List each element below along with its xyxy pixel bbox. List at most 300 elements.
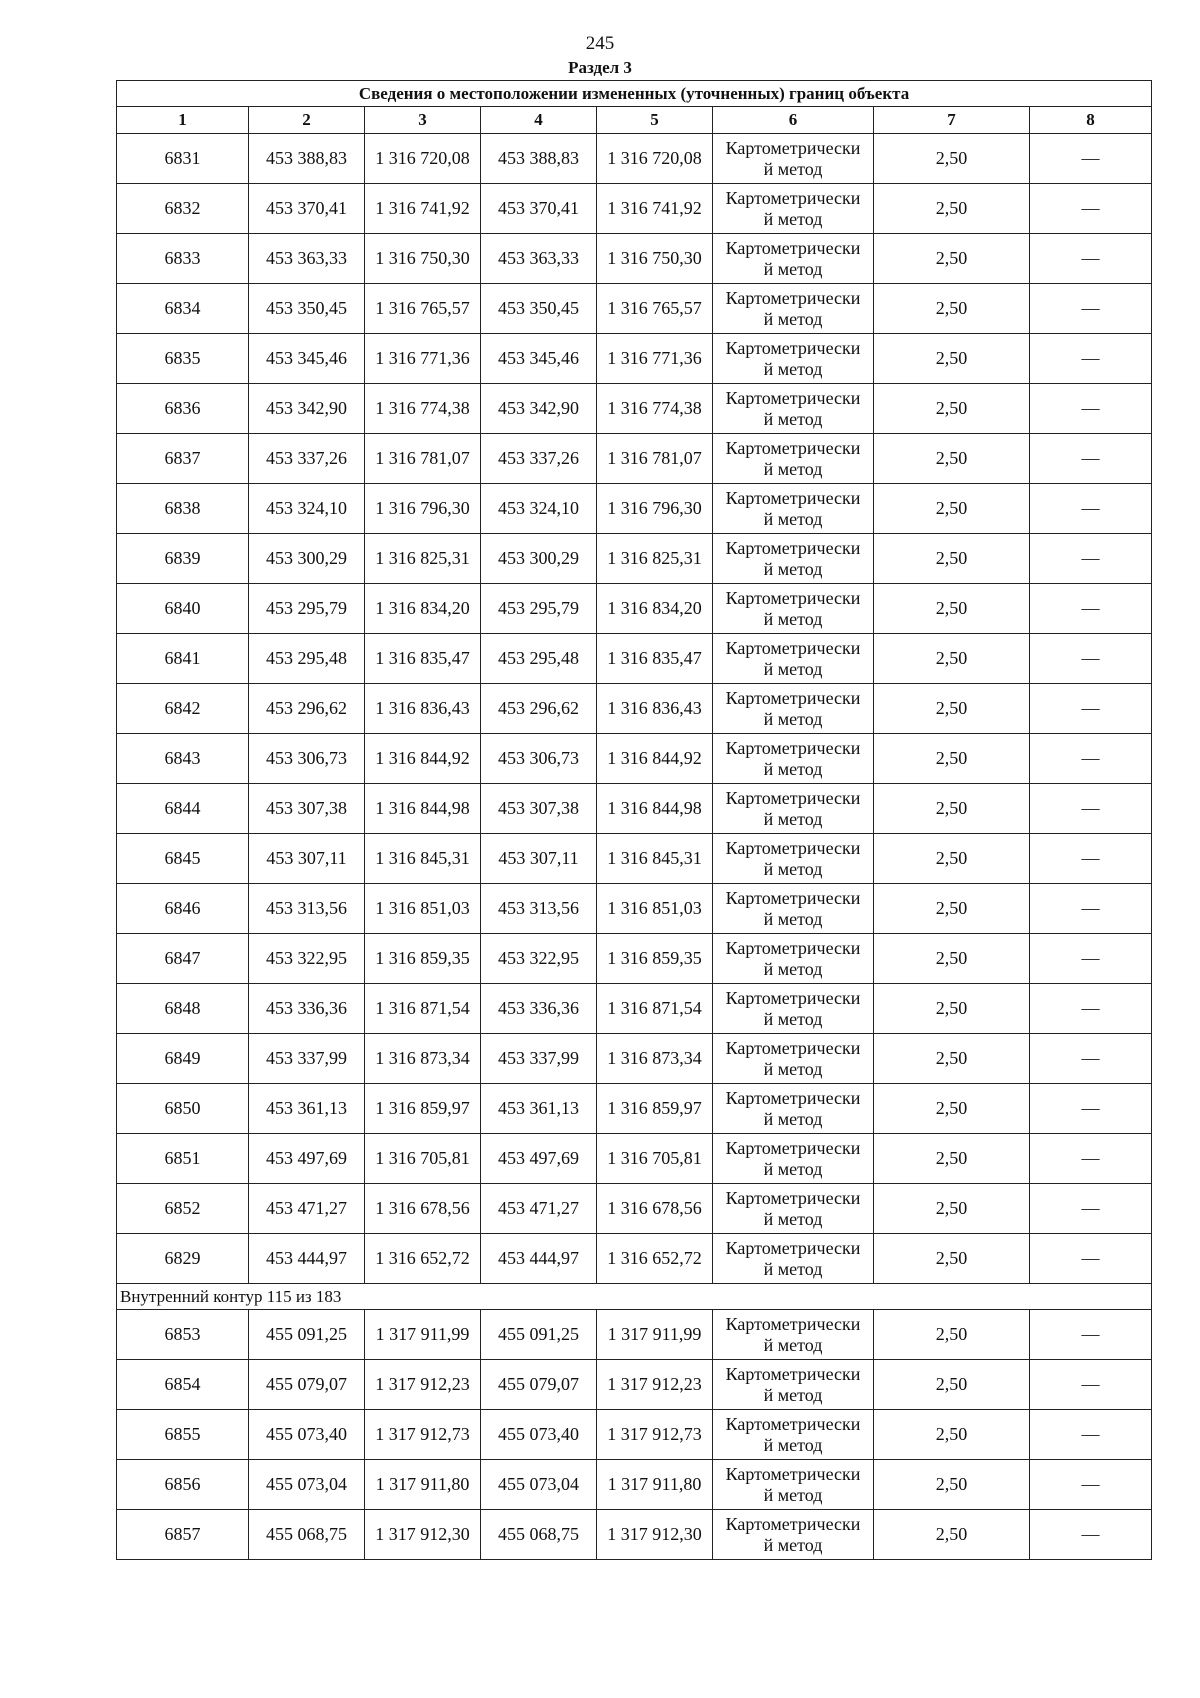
- column-number: 6: [713, 107, 874, 134]
- method-text-line1: Картометрически: [725, 337, 861, 358]
- point-number-cell: 6846: [117, 884, 249, 934]
- method-text-line1: Картометрически: [725, 587, 861, 608]
- existing-y-cell: 1 316 873,34: [365, 1034, 481, 1084]
- method-cell: [713, 734, 874, 784]
- dash-cell: —: [1030, 734, 1152, 784]
- updated-x-cell: 455 073,40: [481, 1410, 597, 1460]
- existing-y-cell: 1 317 912,73: [365, 1410, 481, 1460]
- accuracy-cell: 2,50: [874, 1360, 1030, 1410]
- accuracy-cell: 2,50: [874, 1510, 1030, 1560]
- method-text-line2: й метод: [763, 1058, 823, 1079]
- point-number-cell: 6838: [117, 484, 249, 534]
- column-number: 5: [597, 107, 713, 134]
- method-cell: [713, 784, 874, 834]
- table-row: [117, 1084, 1152, 1134]
- updated-y-cell: 1 316 873,34: [597, 1034, 713, 1084]
- updated-y-cell: 1 317 911,99: [597, 1310, 713, 1360]
- point-number-cell: 6851: [117, 1134, 249, 1184]
- method-text-line1: Картометрически: [725, 1037, 861, 1058]
- updated-x-cell: 453 307,38: [481, 784, 597, 834]
- accuracy-cell: 2,50: [874, 1460, 1030, 1510]
- method-cell: [713, 1360, 874, 1410]
- dash-cell: —: [1030, 1034, 1152, 1084]
- table-row: [117, 1184, 1152, 1234]
- accuracy-cell: 2,50: [874, 1134, 1030, 1184]
- dash-cell: —: [1030, 834, 1152, 884]
- accuracy-cell: 2,50: [874, 284, 1030, 334]
- method-text-line2: й метод: [763, 1534, 823, 1555]
- column-numbers-row: [117, 107, 1152, 134]
- updated-y-cell: 1 316 844,98: [597, 784, 713, 834]
- method-text-line2: й метод: [763, 208, 823, 229]
- method-text-line1: Картометрически: [725, 1413, 861, 1434]
- dash-cell: —: [1030, 534, 1152, 584]
- dash-cell: —: [1030, 184, 1152, 234]
- dash-cell: —: [1030, 1510, 1152, 1560]
- table-row: [117, 1410, 1152, 1460]
- updated-x-cell: 453 296,62: [481, 684, 597, 734]
- updated-y-cell: 1 316 741,92: [597, 184, 713, 234]
- updated-x-cell: 453 342,90: [481, 384, 597, 434]
- updated-x-cell: 453 295,79: [481, 584, 597, 634]
- column-number: 8: [1030, 107, 1152, 134]
- table-row: [117, 134, 1152, 184]
- accuracy-cell: 2,50: [874, 834, 1030, 884]
- existing-x-cell: 455 073,40: [249, 1410, 365, 1460]
- method-text-line1: Картометрически: [725, 487, 861, 508]
- method-cell: [713, 984, 874, 1034]
- dash-cell: —: [1030, 484, 1152, 534]
- point-number-cell: 6845: [117, 834, 249, 884]
- method-text-line2: й метод: [763, 358, 823, 379]
- existing-x-cell: 455 068,75: [249, 1510, 365, 1560]
- point-number-cell: 6848: [117, 984, 249, 1034]
- updated-y-cell: 1 316 796,30: [597, 484, 713, 534]
- method-cell: [713, 684, 874, 734]
- table-row: [117, 334, 1152, 384]
- existing-x-cell: 453 337,26: [249, 434, 365, 484]
- existing-y-cell: 1 316 835,47: [365, 634, 481, 684]
- method-text-line1: Картометрически: [725, 537, 861, 558]
- method-text-line2: й метод: [763, 158, 823, 179]
- existing-y-cell: 1 316 845,31: [365, 834, 481, 884]
- existing-y-cell: 1 316 774,38: [365, 384, 481, 434]
- table-row: [117, 1134, 1152, 1184]
- method-cell: [713, 1084, 874, 1134]
- method-cell: [713, 584, 874, 634]
- updated-x-cell: 453 295,48: [481, 634, 597, 684]
- method-text-line2: й метод: [763, 758, 823, 779]
- accuracy-cell: 2,50: [874, 1034, 1030, 1084]
- updated-x-cell: 453 313,56: [481, 884, 597, 934]
- method-cell: [713, 134, 874, 184]
- point-number-cell: 6847: [117, 934, 249, 984]
- dash-cell: —: [1030, 1410, 1152, 1460]
- existing-y-cell: 1 316 859,35: [365, 934, 481, 984]
- method-text-line2: й метод: [763, 708, 823, 729]
- accuracy-cell: 2,50: [874, 684, 1030, 734]
- updated-y-cell: 1 316 781,07: [597, 434, 713, 484]
- existing-y-cell: 1 316 678,56: [365, 1184, 481, 1234]
- method-text-line2: й метод: [763, 1484, 823, 1505]
- method-text-line2: й метод: [763, 608, 823, 629]
- method-text-line2: й метод: [763, 1008, 823, 1029]
- existing-y-cell: 1 316 796,30: [365, 484, 481, 534]
- column-number: 2: [249, 107, 365, 134]
- point-number-cell: 6829: [117, 1234, 249, 1284]
- updated-x-cell: 453 337,26: [481, 434, 597, 484]
- updated-y-cell: 1 316 859,97: [597, 1084, 713, 1134]
- point-number-cell: 6852: [117, 1184, 249, 1234]
- point-number-cell: 6844: [117, 784, 249, 834]
- updated-x-cell: 453 388,83: [481, 134, 597, 184]
- accuracy-cell: 2,50: [874, 234, 1030, 284]
- dash-cell: —: [1030, 284, 1152, 334]
- updated-y-cell: 1 316 844,92: [597, 734, 713, 784]
- existing-x-cell: 453 497,69: [249, 1134, 365, 1184]
- existing-x-cell: 453 350,45: [249, 284, 365, 334]
- existing-y-cell: 1 316 836,43: [365, 684, 481, 734]
- existing-y-cell: 1 316 834,20: [365, 584, 481, 634]
- point-number-cell: 6849: [117, 1034, 249, 1084]
- table-row: [117, 784, 1152, 834]
- accuracy-cell: 2,50: [874, 1410, 1030, 1460]
- table-row: [117, 434, 1152, 484]
- method-text-line1: Картометрически: [725, 687, 861, 708]
- updated-y-cell: 1 316 765,57: [597, 284, 713, 334]
- table-row: [117, 1310, 1152, 1360]
- updated-x-cell: 453 361,13: [481, 1084, 597, 1134]
- point-number-cell: 6837: [117, 434, 249, 484]
- dash-cell: —: [1030, 934, 1152, 984]
- updated-y-cell: 1 316 652,72: [597, 1234, 713, 1284]
- accuracy-cell: 2,50: [874, 134, 1030, 184]
- existing-y-cell: 1 316 844,98: [365, 784, 481, 834]
- accuracy-cell: 2,50: [874, 184, 1030, 234]
- method-text-line1: Картометрически: [725, 287, 861, 308]
- updated-x-cell: 453 345,46: [481, 334, 597, 384]
- point-number-cell: 6840: [117, 584, 249, 634]
- existing-x-cell: 453 444,97: [249, 1234, 365, 1284]
- table-row: [117, 684, 1152, 734]
- method-text-line1: Картометрически: [725, 987, 861, 1008]
- updated-y-cell: 1 316 871,54: [597, 984, 713, 1034]
- dash-cell: —: [1030, 334, 1152, 384]
- existing-y-cell: 1 316 741,92: [365, 184, 481, 234]
- updated-x-cell: 453 306,73: [481, 734, 597, 784]
- existing-y-cell: 1 317 912,23: [365, 1360, 481, 1410]
- method-text-line2: й метод: [763, 908, 823, 929]
- dash-cell: —: [1030, 1184, 1152, 1234]
- existing-x-cell: 453 322,95: [249, 934, 365, 984]
- method-cell: [713, 334, 874, 384]
- method-text-line2: й метод: [763, 1334, 823, 1355]
- updated-y-cell: 1 317 912,30: [597, 1510, 713, 1560]
- existing-y-cell: 1 316 844,92: [365, 734, 481, 784]
- dash-cell: —: [1030, 684, 1152, 734]
- method-cell: [713, 1034, 874, 1084]
- column-number: 7: [874, 107, 1030, 134]
- method-cell: [713, 1460, 874, 1510]
- accuracy-cell: 2,50: [874, 734, 1030, 784]
- point-number-cell: 6855: [117, 1410, 249, 1460]
- table-row: [117, 1234, 1152, 1284]
- updated-y-cell: 1 316 835,47: [597, 634, 713, 684]
- updated-x-cell: 453 337,99: [481, 1034, 597, 1084]
- updated-y-cell: 1 316 774,38: [597, 384, 713, 434]
- dash-cell: —: [1030, 1460, 1152, 1510]
- method-text-line1: Картометрически: [725, 437, 861, 458]
- method-cell: [713, 284, 874, 334]
- method-text-line2: й метод: [763, 508, 823, 529]
- dash-cell: —: [1030, 584, 1152, 634]
- updated-x-cell: 453 363,33: [481, 234, 597, 284]
- existing-x-cell: 453 295,48: [249, 634, 365, 684]
- updated-y-cell: 1 316 834,20: [597, 584, 713, 634]
- method-text-line2: й метод: [763, 958, 823, 979]
- table-row: [117, 1460, 1152, 1510]
- method-text-line2: й метод: [763, 1258, 823, 1279]
- existing-x-cell: 453 296,62: [249, 684, 365, 734]
- method-text-line2: й метод: [763, 858, 823, 879]
- table-row: [117, 1034, 1152, 1084]
- method-cell: [713, 1510, 874, 1560]
- method-text-line2: й метод: [763, 808, 823, 829]
- method-text-line1: Картометрически: [725, 737, 861, 758]
- method-cell: [713, 184, 874, 234]
- dash-cell: —: [1030, 884, 1152, 934]
- existing-x-cell: 453 363,33: [249, 234, 365, 284]
- column-number: 1: [117, 107, 249, 134]
- existing-x-cell: 455 079,07: [249, 1360, 365, 1410]
- method-text-line1: Картометрически: [725, 1187, 861, 1208]
- contour-row: [117, 1284, 1152, 1310]
- method-text-line1: Картометрически: [725, 1513, 861, 1534]
- existing-x-cell: 453 388,83: [249, 134, 365, 184]
- accuracy-cell: 2,50: [874, 784, 1030, 834]
- accuracy-cell: 2,50: [874, 334, 1030, 384]
- existing-x-cell: 455 073,04: [249, 1460, 365, 1510]
- table-row: [117, 184, 1152, 234]
- existing-x-cell: 453 300,29: [249, 534, 365, 584]
- existing-x-cell: 453 336,36: [249, 984, 365, 1034]
- table-row: [117, 934, 1152, 984]
- dash-cell: —: [1030, 1234, 1152, 1284]
- method-text-line2: й метод: [763, 308, 823, 329]
- table-row: [117, 1510, 1152, 1560]
- updated-y-cell: 1 316 859,35: [597, 934, 713, 984]
- updated-x-cell: 455 079,07: [481, 1360, 597, 1410]
- accuracy-cell: 2,50: [874, 984, 1030, 1034]
- updated-y-cell: 1 316 825,31: [597, 534, 713, 584]
- table-body: [117, 134, 1152, 1560]
- dash-cell: —: [1030, 1134, 1152, 1184]
- dash-cell: —: [1030, 634, 1152, 684]
- existing-x-cell: 453 337,99: [249, 1034, 365, 1084]
- updated-x-cell: 455 068,75: [481, 1510, 597, 1560]
- dash-cell: —: [1030, 1310, 1152, 1360]
- method-text-line2: й метод: [763, 1108, 823, 1129]
- existing-x-cell: 453 345,46: [249, 334, 365, 384]
- method-cell: [713, 234, 874, 284]
- method-text-line2: й метод: [763, 1158, 823, 1179]
- contour-label: Внутренний контур 115 из 183: [117, 1284, 1152, 1310]
- column-number: 4: [481, 107, 597, 134]
- updated-x-cell: 453 300,29: [481, 534, 597, 584]
- method-text-line1: Картометрически: [725, 637, 861, 658]
- existing-y-cell: 1 317 911,80: [365, 1460, 481, 1510]
- method-text-line1: Картометрически: [725, 237, 861, 258]
- point-number-cell: 6832: [117, 184, 249, 234]
- boundary-coordinates-table: [116, 80, 1152, 1560]
- accuracy-cell: 2,50: [874, 1184, 1030, 1234]
- point-number-cell: 6842: [117, 684, 249, 734]
- point-number-cell: 6836: [117, 384, 249, 434]
- table-row: [117, 484, 1152, 534]
- table-row: [117, 884, 1152, 934]
- method-text-line2: й метод: [763, 1384, 823, 1405]
- existing-x-cell: 453 313,56: [249, 884, 365, 934]
- existing-x-cell: 453 307,11: [249, 834, 365, 884]
- table-row: [117, 284, 1152, 334]
- accuracy-cell: 2,50: [874, 1310, 1030, 1360]
- updated-y-cell: 1 316 750,30: [597, 234, 713, 284]
- table-row: [117, 534, 1152, 584]
- accuracy-cell: 2,50: [874, 884, 1030, 934]
- method-text-line1: Картометрически: [725, 1463, 861, 1484]
- method-text-line2: й метод: [763, 1434, 823, 1455]
- existing-y-cell: 1 316 750,30: [365, 234, 481, 284]
- existing-x-cell: 453 370,41: [249, 184, 365, 234]
- method-text-line1: Картометрически: [725, 187, 861, 208]
- method-text-line2: й метод: [763, 458, 823, 479]
- table-caption-row: [117, 81, 1152, 107]
- section-title: Раздел 3: [568, 58, 632, 77]
- method-text-line1: Картометрически: [725, 787, 861, 808]
- dash-cell: —: [1030, 384, 1152, 434]
- updated-x-cell: 453 497,69: [481, 1134, 597, 1184]
- method-cell: [713, 534, 874, 584]
- existing-x-cell: 453 295,79: [249, 584, 365, 634]
- updated-y-cell: 1 316 836,43: [597, 684, 713, 734]
- method-cell: [713, 1234, 874, 1284]
- accuracy-cell: 2,50: [874, 934, 1030, 984]
- existing-y-cell: 1 316 765,57: [365, 284, 481, 334]
- existing-y-cell: 1 316 771,36: [365, 334, 481, 384]
- table-row: [117, 234, 1152, 284]
- table-row: [117, 734, 1152, 784]
- existing-y-cell: 1 316 720,08: [365, 134, 481, 184]
- existing-y-cell: 1 316 859,97: [365, 1084, 481, 1134]
- point-number-cell: 6841: [117, 634, 249, 684]
- existing-y-cell: 1 317 912,30: [365, 1510, 481, 1560]
- existing-y-cell: 1 316 652,72: [365, 1234, 481, 1284]
- point-number-cell: 6839: [117, 534, 249, 584]
- existing-x-cell: 453 324,10: [249, 484, 365, 534]
- method-text-line1: Картометрически: [725, 887, 861, 908]
- accuracy-cell: 2,50: [874, 1084, 1030, 1134]
- point-number-cell: 6856: [117, 1460, 249, 1510]
- dash-cell: —: [1030, 234, 1152, 284]
- method-text-line1: Картометрически: [725, 137, 861, 158]
- dash-cell: —: [1030, 784, 1152, 834]
- existing-y-cell: 1 316 781,07: [365, 434, 481, 484]
- method-cell: [713, 434, 874, 484]
- method-text-line2: й метод: [763, 408, 823, 429]
- updated-x-cell: 453 444,97: [481, 1234, 597, 1284]
- point-number-cell: 6857: [117, 1510, 249, 1560]
- table-row: [117, 984, 1152, 1034]
- dash-cell: —: [1030, 134, 1152, 184]
- updated-y-cell: 1 316 845,31: [597, 834, 713, 884]
- column-number: 3: [365, 107, 481, 134]
- point-number-cell: 6843: [117, 734, 249, 784]
- updated-x-cell: 455 091,25: [481, 1310, 597, 1360]
- table-row: [117, 1360, 1152, 1410]
- method-text-line2: й метод: [763, 1208, 823, 1229]
- method-text-line1: Картометрически: [725, 837, 861, 858]
- point-number-cell: 6833: [117, 234, 249, 284]
- point-number-cell: 6834: [117, 284, 249, 334]
- existing-x-cell: 453 306,73: [249, 734, 365, 784]
- updated-x-cell: 455 073,04: [481, 1460, 597, 1510]
- point-number-cell: 6853: [117, 1310, 249, 1360]
- existing-y-cell: 1 317 911,99: [365, 1310, 481, 1360]
- existing-x-cell: 453 471,27: [249, 1184, 365, 1234]
- point-number-cell: 6854: [117, 1360, 249, 1410]
- existing-x-cell: 455 091,25: [249, 1310, 365, 1360]
- existing-y-cell: 1 316 851,03: [365, 884, 481, 934]
- table-caption: Сведения о местоположении измененных (уточненных) границ объекта: [117, 81, 1152, 107]
- method-cell: [713, 1310, 874, 1360]
- table-row: [117, 384, 1152, 434]
- existing-x-cell: 453 342,90: [249, 384, 365, 434]
- dash-cell: —: [1030, 1360, 1152, 1410]
- table-row: [117, 584, 1152, 634]
- updated-x-cell: 453 324,10: [481, 484, 597, 534]
- method-text-line1: Картометрически: [725, 1313, 861, 1334]
- updated-y-cell: 1 317 912,73: [597, 1410, 713, 1460]
- updated-x-cell: 453 322,95: [481, 934, 597, 984]
- method-cell: [713, 834, 874, 884]
- existing-y-cell: 1 316 825,31: [365, 534, 481, 584]
- method-text-line2: й метод: [763, 558, 823, 579]
- accuracy-cell: 2,50: [874, 434, 1030, 484]
- method-text-line2: й метод: [763, 658, 823, 679]
- method-text-line1: Картометрически: [725, 1237, 861, 1258]
- accuracy-cell: 2,50: [874, 484, 1030, 534]
- existing-x-cell: 453 307,38: [249, 784, 365, 834]
- point-number-cell: 6835: [117, 334, 249, 384]
- updated-y-cell: 1 316 720,08: [597, 134, 713, 184]
- existing-y-cell: 1 316 705,81: [365, 1134, 481, 1184]
- page-number: 245: [585, 33, 615, 54]
- method-text-line2: й метод: [763, 258, 823, 279]
- method-text-line1: Картометрически: [725, 1137, 861, 1158]
- point-number-cell: 6831: [117, 134, 249, 184]
- updated-y-cell: 1 316 771,36: [597, 334, 713, 384]
- accuracy-cell: 2,50: [874, 584, 1030, 634]
- dash-cell: —: [1030, 434, 1152, 484]
- dash-cell: —: [1030, 984, 1152, 1034]
- accuracy-cell: 2,50: [874, 384, 1030, 434]
- accuracy-cell: 2,50: [874, 1234, 1030, 1284]
- updated-x-cell: 453 336,36: [481, 984, 597, 1034]
- updated-x-cell: 453 307,11: [481, 834, 597, 884]
- method-cell: [713, 634, 874, 684]
- method-text-line1: Картометрически: [725, 1087, 861, 1108]
- existing-x-cell: 453 361,13: [249, 1084, 365, 1134]
